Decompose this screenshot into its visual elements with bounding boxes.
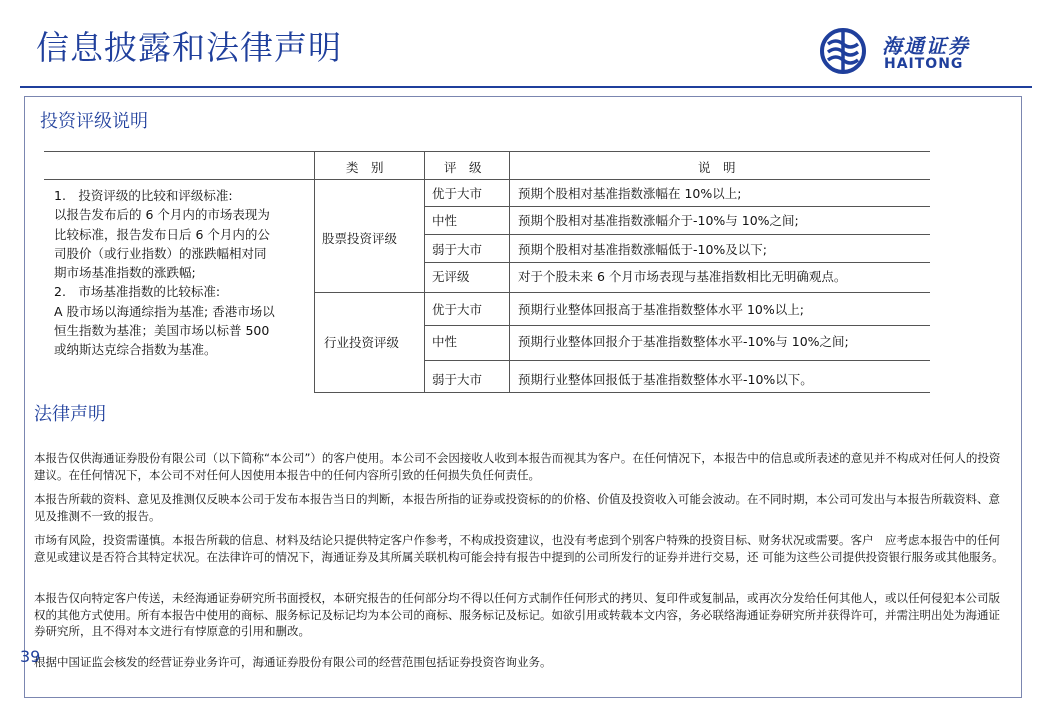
note-line: 以报告发布后的 6 个月内的市场表现为	[54, 207, 270, 223]
table-cell-description: 预期个股相对基准指数涨幅低于-10%及以下;	[518, 242, 768, 257]
legal-text: 根据中国证监会核发的经营证券业务许可，海通证券股份有限公司的经营范围包括证券投资咨询业务。	[34, 655, 552, 669]
table-rule	[314, 151, 315, 392]
table-rule	[424, 262, 930, 263]
legal-paragraph	[34, 590, 1010, 640]
table-cell-rating: 中性	[432, 213, 458, 228]
note-line: 比较标准，报告发布日后 6 个月内的公	[54, 226, 270, 242]
rating-criteria-note	[54, 186, 310, 360]
legal-text: 市场有风险，投资需谨慎。本报告所载的信息、材料及结论只提供特定客户作参考，不构成投资建议，也没有考虑到个别客户特殊的投资目标、财务状况或需要。客户 应考虑本报告中的任何意见或建议是否符合其特定状况。在法律许可的情况下，海通证券及其所属关联机构可能会持有报告中提到的公司所发行的证券并进行交易，还 可能为这些公司提供投资银行服务或其他服务。	[34, 533, 1004, 564]
note-line: 或纳斯达克综合指数为基准。	[54, 342, 217, 358]
legal-text: 本报告所载的资料、意见及推测仅反映本公司于发布本报告当日的判断，本报告所指的证券或投资标的的价格、价值及投资收入可能会波动。在不同时期，本公司可发出与本报告所载资料、意见及推测不一致的报告。	[34, 492, 1000, 523]
legal-text: 本报告仅向特定客户传送，未经海通证券研究所书面授权，本研究报告的任何部分均不得以任何方式制作任何形式的拷贝、复印件或复制品，或再次分发给任何其他人，或以任何侵犯本公司版权的其他方式使用。所有本报告中使用的商标、服务标记及标记均为本公司的商标、服务标记及标记。如欲引用或转载本文内容，务必联络海通证券研究所并获得许可，并需注明出处为海通证券研究所，且不得对本文进行有悖原意的引用和删改。	[34, 591, 1000, 638]
legal-paragraph	[34, 654, 1010, 671]
legal-paragraph	[34, 450, 1010, 483]
industry-rating-category: 行业投资评级	[324, 335, 400, 350]
table-header-description: 说 明	[698, 160, 736, 175]
table-cell-description: 预期个股相对基准指数涨幅在 10%以上;	[518, 186, 742, 201]
haitong-emblem-icon	[818, 28, 870, 74]
table-cell-rating: 中性	[432, 334, 458, 349]
table-rule	[314, 392, 930, 393]
page-title: 信息披露和法律声明	[36, 28, 342, 67]
note-line: 1. 投资评级的比较和评级标准:	[54, 188, 233, 203]
table-cell-description: 预期行业整体回报介于基准指数整体水平-10%与 10%之间;	[518, 334, 849, 349]
table-cell-description: 预期行业整体回报高于基准指数整体水平 10%以上;	[518, 302, 804, 317]
legal-paragraph	[34, 491, 1010, 524]
table-cell-rating: 优于大市	[432, 186, 483, 201]
header-divider	[20, 86, 1032, 88]
note-line: 期市场基准指数的涨跌幅;	[54, 265, 196, 281]
page-number: 39	[20, 647, 41, 666]
table-rule	[424, 206, 930, 207]
note-line: 司股价（或行业指数）的涨跌幅相对同	[54, 245, 267, 261]
legal-text: 本报告仅供海通证券股份有限公司（以下简称“本公司”）的客户使用。本公司不会因接收人收到本报告而视其为客户。在任何情况下，本报告中的信息或所表述的意见并不构成对任何人的投资建议。在任何情况下，本公司不对任何人因使用本报告中的任何内容所引致的任何损失负任何责任。	[34, 451, 1001, 482]
table-cell-description: 预期行业整体回报低于基准指数整体水平-10%以下。	[518, 372, 813, 387]
table-cell-description: 预期个股相对基准指数涨幅介于-10%与 10%之间;	[518, 213, 799, 228]
table-rule	[509, 151, 510, 392]
logo-name-cn: 海通证券	[882, 34, 970, 58]
table-rule	[424, 234, 930, 235]
logo-name-en: HAITONG	[884, 56, 964, 72]
table-cell-rating: 优于大市	[432, 302, 483, 317]
legal-paragraph	[34, 532, 1010, 565]
table-rule	[424, 325, 930, 326]
table-rule	[424, 360, 930, 361]
table-rule	[424, 151, 425, 392]
table-header-rating: 评 级	[444, 160, 482, 175]
table-cell-rating: 无评级	[432, 269, 470, 284]
rating-section-heading: 投资评级说明	[40, 111, 148, 132]
table-rule	[314, 292, 930, 293]
table-cell-rating: 弱于大市	[432, 242, 483, 257]
table-cell-description: 对于个股未来 6 个月市场表现与基准指数相比无明确观点。	[518, 269, 847, 284]
haitong-logo	[818, 28, 998, 74]
note-line: A 股市场以海通综指为基准; 香港市场以	[54, 303, 275, 319]
table-rule	[44, 151, 930, 152]
table-rule	[44, 179, 930, 180]
stock-rating-category: 股票投资评级	[322, 231, 398, 246]
note-line: 恒生指数为基准；美国市场以标普 500	[54, 323, 270, 339]
legal-section-heading: 法律声明	[34, 404, 106, 425]
table-header-category: 类 别	[346, 160, 384, 175]
table-cell-rating: 弱于大市	[432, 372, 483, 387]
note-line: 2. 市场基准指数的比较标准:	[54, 284, 221, 300]
